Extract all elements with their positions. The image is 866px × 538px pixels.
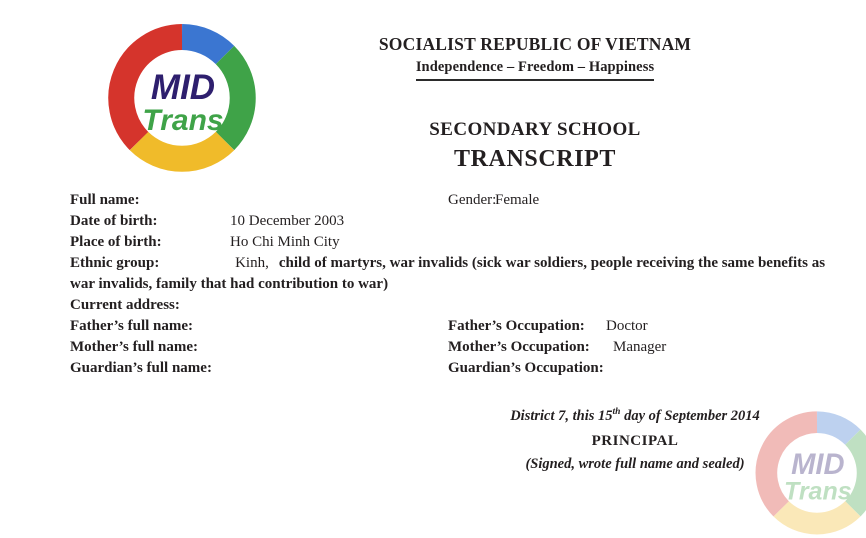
label-guardian-name: Guardian’s full name:	[70, 360, 212, 376]
row-father	[70, 316, 830, 337]
label-full-name: Full name:	[70, 192, 140, 208]
row-current-address	[70, 295, 830, 316]
slogan-underline	[416, 79, 654, 81]
page-title-line-2: TRANSCRIPT	[453, 145, 617, 172]
signature-date-ordinal: th	[612, 407, 621, 417]
signature-date	[470, 402, 800, 427]
document-header	[300, 34, 770, 81]
value-gender: Female	[495, 192, 540, 208]
watermark-arc-blue	[817, 422, 853, 437]
page-title	[300, 118, 770, 174]
signature-date-prefix: District 7, this 15	[510, 407, 613, 424]
logo-text-trans: Trans	[142, 104, 224, 137]
row-place-of-birth	[70, 232, 830, 253]
value-father-occupation: Doctor	[606, 318, 648, 334]
value-date-of-birth: 10 December 2003	[230, 213, 345, 229]
signature-date-suffix: day of September 2014	[620, 407, 760, 424]
row-ethnic-group	[70, 253, 830, 295]
midtrans-logo	[104, 20, 260, 176]
watermark-arc-green	[853, 437, 866, 509]
transcript-form	[70, 190, 830, 379]
value-place-of-birth: Ho Chi Minh City	[230, 234, 340, 250]
page-title-line-1: SECONDARY SCHOOL	[429, 119, 641, 140]
signature-role: PRINCIPAL	[591, 432, 679, 449]
label-current-address: Current address:	[70, 297, 180, 313]
row-full-name	[70, 190, 830, 211]
watermark-text-mid: MID	[791, 448, 845, 481]
value-mother-occupation: Manager	[613, 339, 667, 355]
row-date-of-birth	[70, 211, 830, 232]
note-ethnic-group: child of martyrs, war invalids (sick war soldiers, people receiving the same benefits as war invalids, family that had contribution to war)	[70, 255, 826, 292]
label-father-occupation: Father’s Occupation:	[448, 318, 585, 334]
row-guardian	[70, 358, 830, 379]
label-mother-name: Mother’s full name:	[70, 339, 199, 355]
label-father-name: Father’s full name:	[70, 318, 194, 334]
label-mother-occupation: Mother’s Occupation:	[448, 339, 590, 355]
label-ethnic-group: Ethnic group:	[70, 255, 160, 271]
logo-text-mid: MID	[150, 68, 216, 107]
signature-block	[470, 402, 800, 475]
nation-slogan: Independence – Freedom – Happiness	[415, 59, 655, 75]
nation-title: SOCIALIST REPUBLIC OF VIETNAM	[378, 34, 692, 54]
label-gender: Gender:	[448, 192, 497, 208]
row-mother	[70, 337, 830, 358]
label-date-of-birth: Date of birth:	[70, 213, 158, 229]
watermark-arc-yellow	[781, 509, 853, 524]
label-guardian-occupation: Guardian’s Occupation:	[448, 360, 604, 376]
label-place-of-birth: Place of birth:	[70, 234, 162, 250]
watermark-text-trans: Trans	[784, 477, 852, 506]
signature-note: (Signed, wrote full name and sealed)	[525, 455, 745, 472]
value-ethnic-group: Kinh,	[235, 255, 269, 271]
